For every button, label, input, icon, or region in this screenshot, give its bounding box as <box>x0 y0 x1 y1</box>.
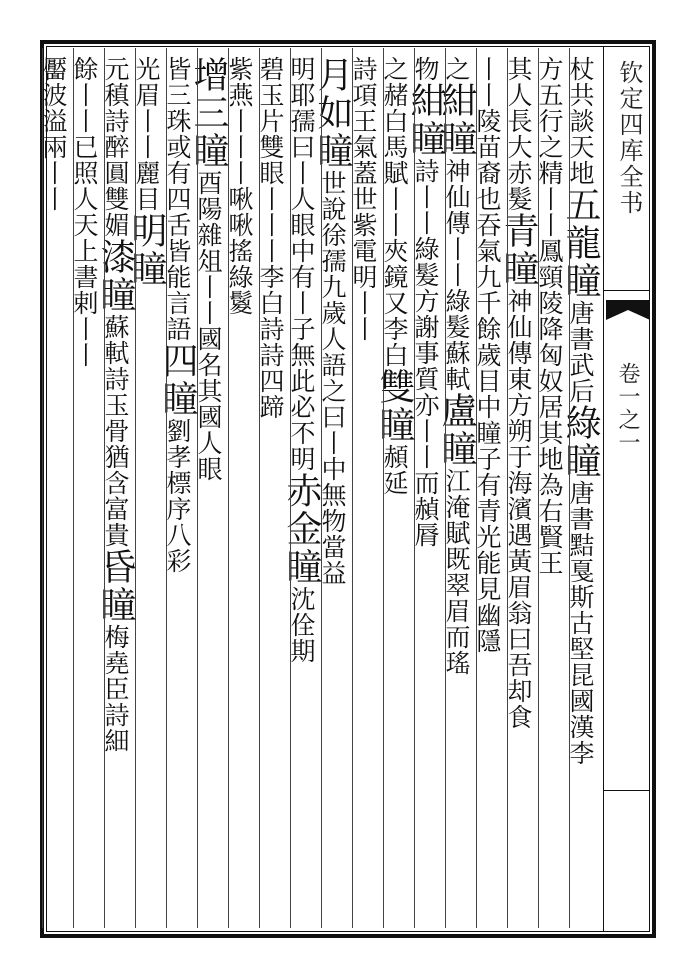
headword: 綠瞳 <box>560 404 601 480</box>
text-segment: 江淹賦既翠眉而瑤 <box>442 468 471 676</box>
column-rule <box>135 48 136 928</box>
text-segment: 頳延 <box>380 444 409 496</box>
text-segment: 元稹詩醉圓雙媚 <box>101 56 130 238</box>
column-rule <box>383 48 384 928</box>
text-column <box>498 56 539 921</box>
column-rule <box>166 48 167 928</box>
text-segment: 丨丨陵苗裔也 <box>473 56 502 212</box>
volume-label: 卷一之一 <box>615 362 640 454</box>
text-segment: 杖共談天地 <box>566 56 595 186</box>
text-segment: 世說徐孺九歲人語之曰丨中無物當益 <box>318 170 347 586</box>
headword: 紺瞳 <box>405 82 446 158</box>
text-segment: 唐書黠戛斯古堅昆國漢李 <box>566 480 595 766</box>
text-segment: 蘇軾詩玉骨猶含富貴 <box>101 314 130 548</box>
text-column <box>256 56 290 921</box>
text-column <box>535 56 569 921</box>
text-column <box>349 56 383 921</box>
text-segment: 光眉丨丨麗目 <box>132 56 161 212</box>
text-column <box>405 56 446 921</box>
text-segment: 碧玉片雙眼丨丨丨李白詩 <box>256 56 285 342</box>
text-column <box>126 56 167 921</box>
text-column <box>70 56 104 921</box>
margin-rule-upper <box>603 290 650 291</box>
text-segment: 物 <box>411 56 440 82</box>
text-column <box>436 56 477 921</box>
column-rule <box>228 48 229 928</box>
headword: 增三瞳 <box>188 56 229 170</box>
column-rule <box>352 48 353 928</box>
text-segment: 餘丨丨已照人天上 <box>70 56 99 264</box>
text-column <box>95 56 136 921</box>
text-segment: 神仙傳丨丨綠髮蘇軾 <box>442 158 471 392</box>
text-column <box>374 56 415 921</box>
text-segment: 之赭白馬賦丨丨夾鏡又李白 <box>380 56 409 368</box>
headword: 紺瞳 <box>436 82 477 158</box>
headword: 四瞳 <box>157 342 198 418</box>
text-column <box>39 56 73 921</box>
headword: 青瞳 <box>498 212 539 288</box>
text-segment: 劉孝標序八彩 <box>163 418 192 574</box>
column-rule <box>445 48 446 928</box>
column-rule <box>476 48 477 928</box>
text-segment: 神仙傳東方朔于海濱遇黃眉翁曰吾却食 <box>504 288 533 730</box>
text-segment: 皆三珠或有四舌皆能言語 <box>163 56 192 342</box>
book-title: 钦定四库全书 <box>615 60 643 216</box>
column-rule <box>538 48 539 928</box>
column-rule <box>197 48 198 928</box>
text-segment: 詩項王氣蓋世紫電明丨丨 <box>349 56 378 342</box>
text-segment: 質亦丨丨而赬脣 <box>411 366 440 548</box>
column-rule <box>414 48 415 928</box>
text-segment: 明耶孺曰丨人眼中有丨子無此必不明 <box>287 56 316 472</box>
fishtail-mark-icon <box>606 300 650 320</box>
text-column <box>560 56 601 921</box>
margin-rule-lower <box>603 790 650 791</box>
headword: 雙瞳 <box>374 368 415 444</box>
headword: 龍瞳 <box>560 224 601 300</box>
headword: 赤金瞳 <box>281 472 322 586</box>
text-column <box>188 56 229 921</box>
text-segment: 沈佺期 <box>287 586 316 664</box>
column-rule <box>569 48 570 928</box>
column-rule <box>290 48 291 928</box>
headword: 如瞳 <box>312 94 353 170</box>
column-rule <box>507 48 508 928</box>
column-rule <box>259 48 260 928</box>
text-segment: 梅堯臣詩細 <box>101 624 130 754</box>
column-rule <box>42 48 43 928</box>
text-column <box>312 56 353 921</box>
text-segment: 詩丨丨綠髮方謝事 <box>411 158 440 366</box>
text-column <box>157 56 198 921</box>
headword: 月 <box>312 56 353 94</box>
text-segment: 方五行之精 <box>535 56 564 186</box>
headword: 漆瞳 <box>95 238 136 314</box>
text-column <box>225 56 259 921</box>
text-segment: 丨丨鳳頸陵降匈奴居其地為右賢王 <box>535 186 564 576</box>
text-column <box>473 56 507 921</box>
text-segment: 唐書武后 <box>566 300 595 404</box>
headword: 昏瞳 <box>95 548 136 624</box>
column-rule <box>104 48 105 928</box>
headword: 盧瞳 <box>436 392 477 468</box>
text-segment: 詩四蹄 <box>256 342 285 420</box>
text-segment: 紫燕丨丨丨啾啾搖綠鬉 <box>225 56 254 316</box>
text-segment: 靨波溢兩丨丨 <box>39 56 68 212</box>
text-segment: 書剌丨丨 <box>70 264 99 368</box>
headword: 五 <box>560 186 601 224</box>
text-segment: 酉陽雜俎丨丨國名其國人眼 <box>194 170 223 482</box>
text-segment: 其人長大赤髮 <box>504 56 533 212</box>
text-segment: 之 <box>442 56 471 82</box>
headword: 明瞳 <box>126 212 167 288</box>
text-segment: 吞氣九千餘歲目中瞳子有青光能見幽隱 <box>473 212 502 654</box>
text-column <box>281 56 322 921</box>
column-rule <box>73 48 74 928</box>
